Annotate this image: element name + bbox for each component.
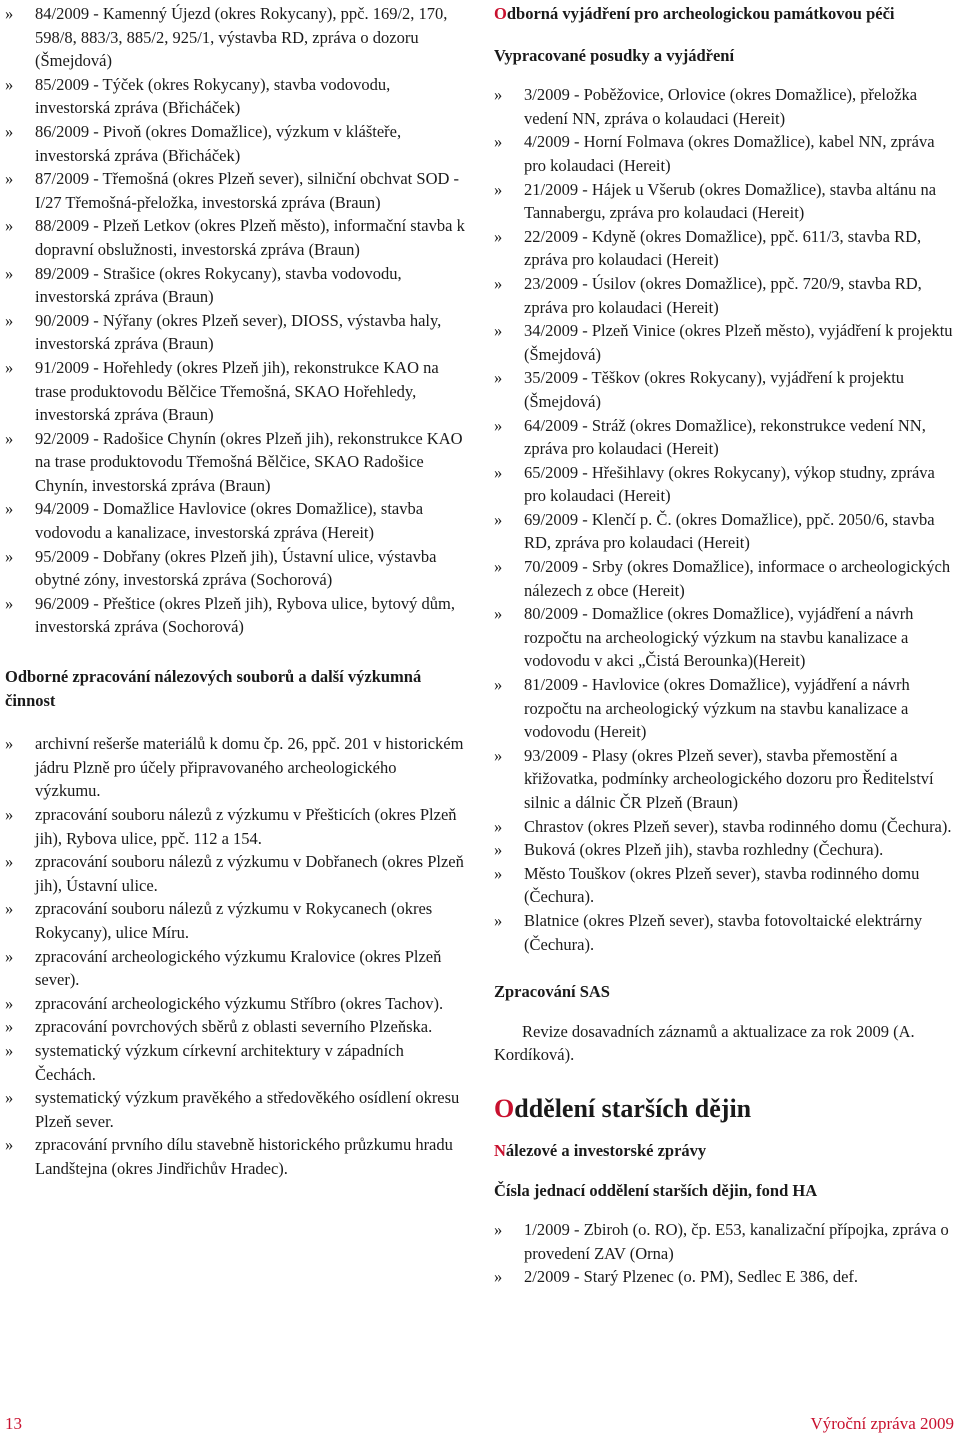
department-heading: Oddělení starších dějin [494,1093,752,1123]
list-item: » 91/2009 - Hořehledy (okres Plzeň jih), rekonstrukce KAO na trase produktovodu Bělčice Třemošná, SKAO Hořehledy, investorská zpráva (Braun) [5,356,465,427]
processing-list [5,732,465,1180]
list-item: » archivní rešerše materiálů k domu čp. 26, ppč. 201 v historickém jádru Plzně pro účely připravovaného archeologického výzkumu. [5,732,465,803]
subheading-reports: Vypracované posudky a vyjádření [494,45,735,65]
list-item: » 87/2009 - Třemošná (okres Plzeň sever), silniční obchvat SOD - I/27 Třemošná-přeložka, investorská zpráva (Braun) [5,167,465,214]
list-item: » 89/2009 - Strašice (okres Rokycany), stavba vodovodu, investorská zpráva (Braun) [5,262,465,309]
list-item: » 92/2009 - Radošice Chynín (okres Plzeň jih), rekonstrukce KAO na trase produktovodu Třemošná Bělčice, SKAO Radošice Chynín, investorská zpráva (Braun) [5,427,465,498]
list-item: » 64/2009 - Stráž (okres Domažlice), rekonstrukce vedení NN, zpráva pro kolaudaci (Hereit) [494,414,956,461]
page-number: 13 [5,1414,22,1433]
list-item: » 65/2009 - Hřešihlavy (okres Rokycany), výkop studny, zpráva pro kolaudaci (Hereit) [494,461,956,508]
list-item: » 23/2009 - Úsilov (okres Domažlice), ppč. 720/9, stavba RD, zpráva pro kolaudaci (Hereit) [494,272,956,319]
list-item: » 21/2009 - Hájek u Všerub (okres Domažlice), stavba altánu na Tannabergu, zpráva pro kolaudaci (Hereit) [494,178,956,225]
subheading-file-numbers: Čísla jednací oddělení starších dějin, fond HA [494,1180,818,1200]
list-item: » 70/2009 - Srby (okres Domažlice), informace o archeologických nálezech z obce (Hereit) [494,555,956,602]
list-item: » 22/2009 - Kdyně (okres Domažlice), ppč. 611/3, stavba RD, zpráva pro kolaudaci (Hereit) [494,225,956,272]
file-numbers-list [494,1218,956,1289]
list-item: » zpracování povrchových sběrů z oblasti severního Plzeňska. [5,1015,465,1039]
list-item: » 81/2009 - Havlovice (okres Domažlice), vyjádření a návrh rozpočtu na archeologický výzkum na stavbu kanalizace a vodovodu (Hereit) [494,673,956,744]
left-column [5,2,465,1181]
sas-paragraph: Revize dosavadních záznamů a aktualizace za rok 2009 (A. Kordíková). [494,1021,915,1065]
list-item: » 69/2009 - Klenčí p. Č. (okres Domažlice), ppč. 2050/6, stavba RD, zpráva pro kolaudaci (Hereit) [494,508,956,555]
list-item: » systematický výzkum církevní architektury v západních Čechách. [5,1039,465,1086]
list-item: » 2/2009 - Starý Plzenec (o. PM), Sedlec E 386, def. [494,1265,956,1289]
list-item: » 96/2009 - Přeštice (okres Plzeň jih), Rybova ulice, bytový dům, investorská zpráva (Sochorová) [5,592,465,639]
right-column [494,2,956,1289]
list-item: » 80/2009 - Domažlice (okres Domažlice), vyjádření a návrh rozpočtu na archeologický výzkum na stavbu kanalizace a vodovodu v akci „Čistá Berounka)(Hereit) [494,602,956,673]
list-item: » zpracování archeologického výzkumu Kralovice (okres Plzeň sever). [5,945,465,992]
list-item: » 94/2009 - Domažlice Havlovice (okres Domažlice), stavba vodovodu a kanalizace, investorská zpráva (Hereit) [5,497,465,544]
list-item: » 90/2009 - Nýřany (okres Plzeň sever), DIOSS, výstavba haly, investorská zpráva (Braun) [5,309,465,356]
list-item: » 86/2009 - Pivoň (okres Domažlice), výzkum v klášteře, investorská zpráva (Břicháček) [5,120,465,167]
list-item: » 85/2009 - Týček (okres Rokycany), stavba vodovodu, investorská zpráva (Břicháček) [5,73,465,120]
list-item: » zpracování prvního dílu stavebně historického průzkumu hradu Landštejna (okres Jindřichův Hradec). [5,1133,465,1180]
list-item: » 93/2009 - Plasy (okres Plzeň sever), stavba přemostění a křižovatka, podmínky archeologického dozoru pro Ředitelství silnic a dálnic ČR Plzeň (Braun) [494,744,956,815]
section-heading-expert-opinions: Odborná vyjádření pro archeologickou památkovou péči [494,4,895,23]
list-item: » 3/2009 - Poběžovice, Orlovice (okres Domažlice), přeložka vedení NN, zpráva o kolaudaci (Hereit) [494,83,956,130]
list-item: » Buková (okres Plzeň jih), stavba rozhledny (Čechura). [494,838,956,862]
list-item: » zpracování souboru nálezů z výzkumu v Přešticích (okres Plzeň jih), Rybova ulice, ppč. 112 a 154. [5,803,465,850]
list-item: » zpracování archeologického výzkumu Stříbro (okres Tachov). [5,992,465,1016]
list-item: » Chrastov (okres Plzeň sever), stavba rodinného domu (Čechura). [494,815,956,839]
list-item: » systematický výzkum pravěkého a středověkého osídlení okresu Plzeň sever. [5,1086,465,1133]
list-item: » 84/2009 - Kamenný Újezd (okres Rokycany), ppč. 169/2, 170, 598/8, 883/3, 885/2, 925/1, výstavba RD, zpráva o dozoru (Šmejdová) [5,2,465,73]
publication-title: Výroční zpráva 2009 [810,1414,954,1433]
list-item: » Blatnice (okres Plzeň sever), stavba fotovoltaické elektrárny (Čechura). [494,909,956,956]
section-heading-findings: Nálezové a investorské zprávy [494,1140,707,1160]
list-item: » zpracování souboru nálezů z výzkumu v Dobřanech (okres Plzeň jih), Ústavní ulice. [5,850,465,897]
list-item: » 4/2009 - Horní Folmava (okres Domažlice), kabel NN, zpráva pro kolaudaci (Hereit) [494,130,956,177]
list-item: » 95/2009 - Dobřany (okres Plzeň jih), Ústavní ulice, výstavba obytné zóny, investorská zpráva (Sochorová) [5,545,465,592]
expert-opinions-list [494,83,956,956]
list-item: » 88/2009 - Plzeň Letkov (okres Plzeň město), informační stavba k dopravní obslužnosti, investorská zpráva (Braun) [5,214,465,261]
section-heading-processing: Odborné zpracování nálezových souborů a další výzkumná činnost [5,667,422,710]
section-heading-sas: Zpracování SAS [494,982,610,1002]
list-item: » 34/2009 - Plzeň Vinice (okres Plzeň město), vyjádření k projektu (Šmejdová) [494,319,956,366]
list-item: » 1/2009 - Zbiroh (o. RO), čp. E53, kanalizační přípojka, zpráva o provedení ZAV (Orna) [494,1218,956,1265]
list-item: » Město Touškov (okres Plzeň sever), stavba rodinného domu (Čechura). [494,862,956,909]
list-item: » 35/2009 - Těškov (okres Rokycany), vyjádření k projektu (Šmejdová) [494,366,956,413]
list-item: » zpracování souboru nálezů z výzkumu v Rokycanech (okres Rokycany), ulice Míru. [5,897,465,944]
investor-reports-list [5,2,465,639]
